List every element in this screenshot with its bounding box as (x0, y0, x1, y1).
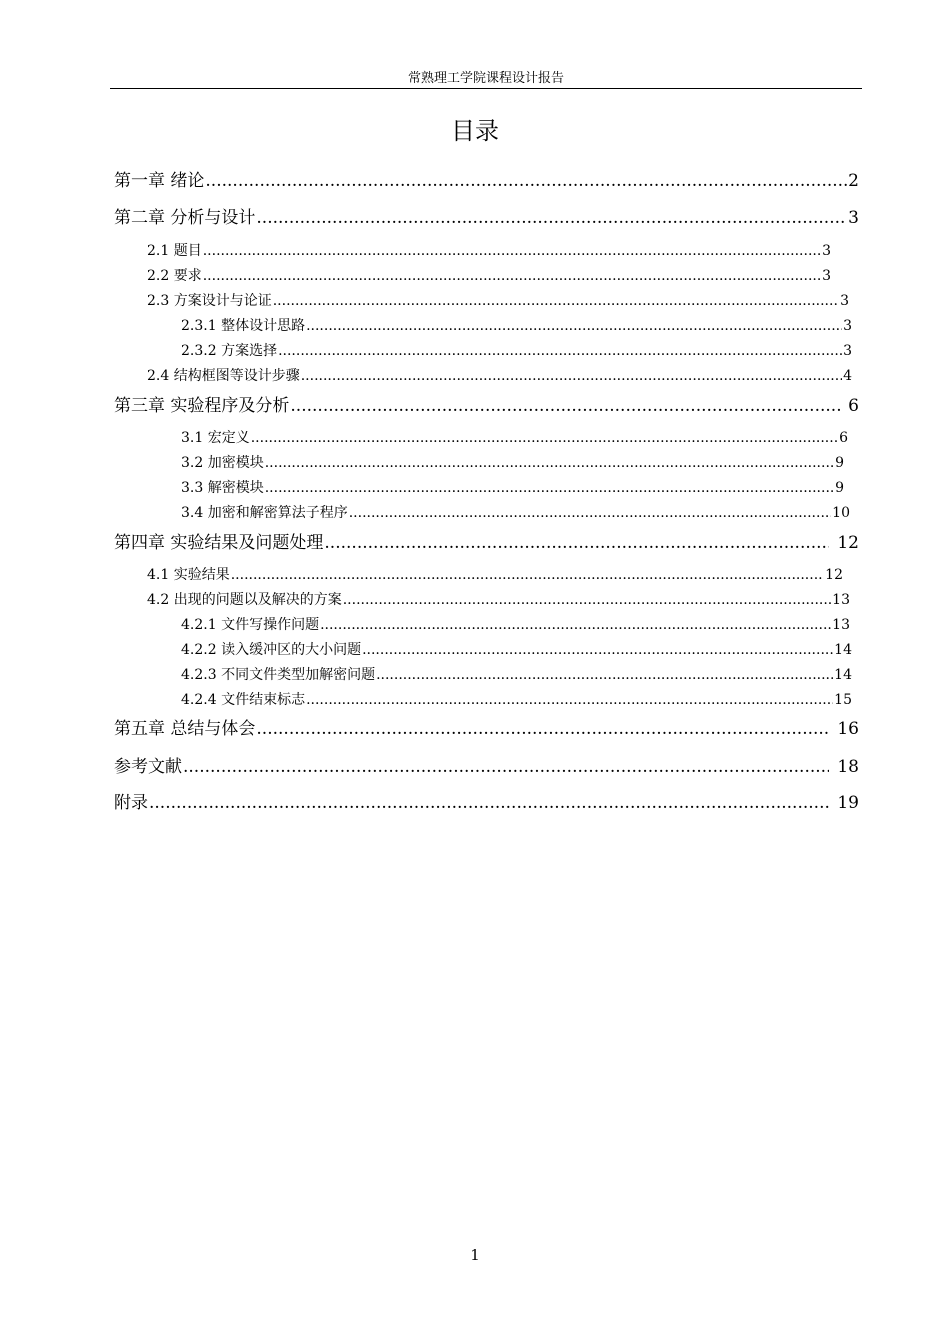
toc-entry-label: 第三章 实验程序及分析 (114, 396, 290, 416)
toc-entry-page: 3 (840, 293, 849, 309)
toc-entry-3-2[interactable] (181, 454, 844, 472)
toc-dot-leader (362, 641, 833, 659)
toc-entry-label: 第五章 总结与体会 (114, 719, 256, 739)
toc-entry-chapter-2[interactable] (114, 207, 859, 229)
toc-dot-leader (290, 395, 840, 417)
toc-entry-4-2-1[interactable] (181, 616, 850, 634)
toc-dot-leader (203, 242, 821, 260)
toc-entry-page: 10 (832, 505, 850, 521)
toc-entry-chapter-1[interactable] (114, 170, 859, 192)
toc-entry-2-2[interactable] (147, 267, 831, 285)
toc-entry-page: 6 (839, 430, 848, 446)
toc-entry-4-1[interactable] (147, 566, 843, 584)
toc-entry-4-2-4[interactable] (181, 691, 852, 709)
toc-entry-chapter-5[interactable] (114, 718, 859, 740)
toc-entry-3-4[interactable] (181, 504, 850, 522)
toc-entry-label: 4.2 出现的问题以及解决的方案 (147, 592, 342, 608)
page-header: 常熟理工学院课程设计报告 (407, 71, 564, 86)
toc-dot-leader (306, 691, 833, 709)
toc-dot-leader (205, 170, 847, 192)
toc-entry-label: 2.3.2 方案选择 (181, 343, 278, 359)
toc-dot-leader (306, 317, 842, 335)
toc-entry-page: 16 (837, 719, 859, 739)
toc-dot-leader (278, 342, 842, 360)
toc-entry-page: 12 (837, 533, 859, 553)
toc-entry-page: 3 (822, 268, 831, 284)
toc-entry-3-1[interactable] (181, 429, 848, 447)
toc-entry-label: 2.2 要求 (147, 268, 202, 284)
toc-entry-page: 2 (848, 171, 859, 191)
toc-entry-label: 第二章 分析与设计 (114, 208, 256, 228)
toc-entry-appendix[interactable] (114, 792, 859, 814)
toc-entry-2-3-2[interactable] (181, 342, 852, 360)
toc-entry-label: 3.3 解密模块 (181, 480, 264, 496)
toc-entry-label: 参考文献 (114, 757, 182, 777)
toc-entry-label: 第一章 绪论 (114, 171, 205, 191)
toc-entry-2-3[interactable] (147, 292, 849, 310)
toc-dot-leader (251, 429, 838, 447)
toc-entry-label: 附录 (114, 793, 148, 813)
page-number: 1 (470, 1246, 480, 1264)
toc-entry-2-3-1[interactable] (181, 317, 852, 335)
toc-entry-3-3[interactable] (181, 479, 844, 497)
toc-entry-page: 13 (832, 592, 850, 608)
toc-dot-leader (183, 756, 829, 778)
toc-entry-page: 13 (832, 617, 850, 633)
toc-dot-leader (343, 591, 831, 609)
toc-entry-label: 2.3.1 整体设计思路 (181, 318, 306, 334)
toc-dot-leader (265, 454, 834, 472)
toc-entry-page: 9 (835, 480, 844, 496)
toc-entry-label: 3.2 加密模块 (181, 455, 264, 471)
toc-entry-4-2-2[interactable] (181, 641, 852, 659)
toc-entry-page: 14 (834, 642, 852, 658)
toc-dot-leader (349, 504, 831, 522)
toc-entry-chapter-3[interactable] (114, 395, 859, 417)
toc-dot-leader (203, 267, 821, 285)
toc-entry-page: 3 (822, 243, 831, 259)
toc-entry-page: 6 (848, 396, 859, 416)
toc-dot-leader (376, 666, 833, 684)
toc-entry-label: 2.3 方案设计与论证 (147, 293, 272, 309)
toc-dot-leader (149, 792, 829, 814)
toc-entry-page: 18 (837, 757, 859, 777)
toc-entry-label: 4.1 实验结果 (147, 567, 230, 583)
toc-entry-label: 3.1 宏定义 (181, 430, 250, 446)
toc-dot-leader (265, 479, 834, 497)
toc-entry-label: 2.1 题目 (147, 243, 202, 259)
toc-dot-leader (320, 616, 831, 634)
toc-entry-label: 第四章 实验结果及问题处理 (114, 533, 324, 553)
toc-entry-label: 4.2.4 文件结束标志 (181, 692, 306, 708)
toc-dot-leader (324, 532, 829, 554)
toc-dot-leader (301, 367, 842, 385)
toc-dot-leader (231, 566, 824, 584)
toc-dot-leader (273, 292, 839, 310)
toc-entry-page: 3 (843, 343, 852, 359)
toc-entry-label: 4.2.2 读入缓冲区的大小问题 (181, 642, 362, 658)
toc-entry-label: 3.4 加密和解密算法子程序 (181, 505, 348, 521)
toc-dot-leader (256, 207, 847, 229)
toc-entry-4-2-3[interactable] (181, 666, 852, 684)
toc-entry-label: 2.4 结构框图等设计步骤 (147, 368, 300, 384)
toc-title: 目录 (451, 117, 499, 145)
toc-entry-chapter-4[interactable] (114, 532, 859, 554)
toc-entry-2-1[interactable] (147, 242, 831, 260)
toc-entry-page: 12 (825, 567, 843, 583)
toc-entry-4-2[interactable] (147, 591, 850, 609)
toc-entry-page: 19 (837, 793, 859, 813)
toc-dot-leader (256, 718, 829, 740)
toc-entry-page: 3 (848, 208, 859, 228)
toc-entry-page: 4 (843, 368, 852, 384)
toc-entry-page: 3 (843, 318, 852, 334)
toc-entry-page: 14 (834, 667, 852, 683)
toc-entry-references[interactable] (114, 756, 859, 778)
toc-entry-label: 4.2.3 不同文件类型加解密问题 (181, 667, 376, 683)
toc-entry-label: 4.2.1 文件写操作问题 (181, 617, 320, 633)
toc-entry-2-4[interactable] (147, 367, 852, 385)
toc-entry-page: 9 (835, 455, 844, 471)
header-divider (110, 88, 862, 89)
toc-entry-page: 15 (834, 692, 852, 708)
